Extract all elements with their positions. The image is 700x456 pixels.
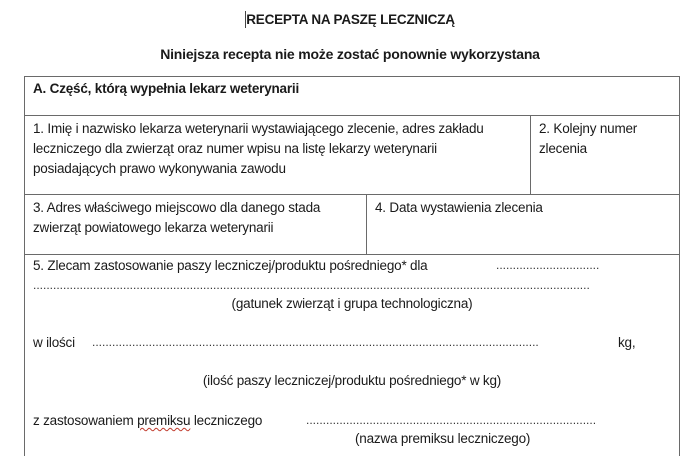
document-subtitle: Niniejsza recepta nie może zostać ponownie wykorzystana	[160, 46, 540, 62]
prescription-form-table	[24, 76, 680, 456]
quantity-label: w ilości	[33, 335, 75, 350]
species-input-full[interactable]: .......................................................................................................................................................................	[33, 278, 590, 292]
document-title	[0, 11, 700, 28]
row-divider	[25, 254, 679, 255]
premix-prefix: z zastosowaniem	[33, 413, 134, 428]
premix-label	[33, 413, 262, 428]
caption-species: (gatunek zwierząt i grupa technologiczna)	[231, 296, 473, 311]
field-1-vet-details[interactable]: 1. Imię i nazwisko lekarza weterynarii wystawiającego zlecenie, adres zakładu leczniczego dla zwierząt oraz numer wpisu na listę lekarzy weterynarii posiadających prawo wykonywania zawodu	[33, 121, 484, 176]
field-2-order-number[interactable]: 2. Kolejny numer zlecenia	[539, 121, 638, 156]
spellcheck-word: premiksu	[137, 413, 191, 428]
quantity-unit: kg,	[618, 335, 636, 350]
caption-quantity: (ilość paszy leczniczej/produktu pośredniego* w kg)	[202, 373, 502, 388]
caption-premix: (nazwa premiksu leczniczego)	[355, 431, 531, 446]
section-a-heading: A. Część, którą wypełnia lekarz weterynarii	[33, 81, 300, 96]
species-input-short[interactable]: ...............................	[496, 258, 600, 272]
field-4-issue-date[interactable]: 4. Data wystawienia zlecenia	[375, 200, 543, 215]
document-title-text: RECEPTA NA PASZĘ LECZNICZĄ	[246, 12, 455, 27]
premix-suffix: leczniczego	[193, 413, 263, 428]
quantity-input[interactable]: ......................................................................................................................................	[92, 335, 539, 349]
field-3-district-vet-address[interactable]: 3. Adres właściwego miejscowo dla danego stada zwierząt powiatowego lekarza weterynarii	[33, 200, 321, 235]
premix-input[interactable]: .......................................................................................	[306, 413, 597, 427]
field-5-label: 5. Zlecam zastosowanie paszy leczniczej/produktu pośredniego* dla	[33, 258, 428, 273]
